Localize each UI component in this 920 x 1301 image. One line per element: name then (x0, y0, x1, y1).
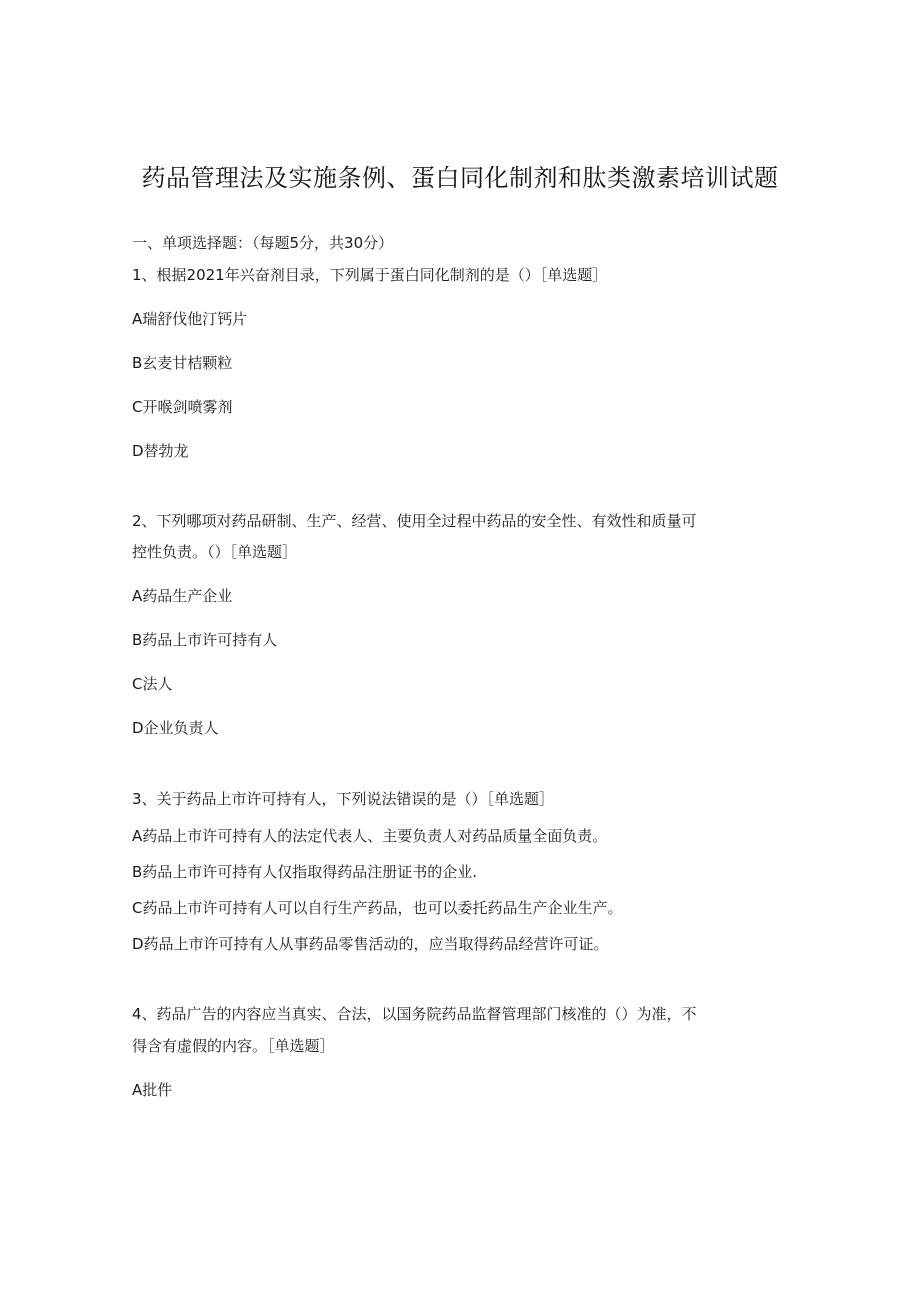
question-1-option-b: B玄麦甘桔颗粒 (132, 354, 233, 372)
question-1-option-c: C开喉剑喷雾剂 (132, 398, 233, 416)
document-title: 药品管理法及实施条例、蛋白同化制剂和肽类激素培训试题 (141, 164, 779, 192)
question-3-option-d: D药品上市许可持有人从事药品零售活动的，应当取得药品经营许可证。 (132, 935, 609, 953)
question-2-option-d: D企业负责人 (132, 719, 219, 737)
question-4-text-line-2: 得含有虚假的内容。［单选题］ (132, 1037, 335, 1055)
question-2-option-a: A药品生产企业 (132, 587, 233, 605)
question-2-option-b: B药品上市许可持有人 (132, 631, 278, 649)
question-4-option-a: A批件 (132, 1081, 173, 1099)
question-3-text: 3、关于药品上市许可持有人，下列说法错误的是（）［单选题］ (132, 790, 555, 808)
question-4-text-line-1: 4、药品广告的内容应当真实、合法，以国务院药品监督管理部门核准的（）为准，不 (132, 1005, 697, 1023)
question-3-option-a: A药品上市许可持有人的法定代表人、主要负责人对药品质量全面负责。 (132, 827, 608, 845)
question-2-text-line-2: 控性负责。（）［单选题］ (132, 543, 298, 561)
question-3-option-b: B药品上市许可持有人仅指取得药品注册证书的企业. (132, 863, 478, 881)
question-3-option-c: C药品上市许可持有人可以自行生产药品，也可以委托药品生产企业生产。 (132, 899, 623, 917)
question-1-option-a: A瑞舒伐他汀钙片 (132, 310, 248, 328)
section-heading: 一、单项选择题：（每题5分，共30分） (132, 234, 394, 252)
question-2-option-c: C法人 (132, 675, 173, 693)
question-1-option-d: D替勃龙 (132, 442, 189, 460)
question-2-text-line-1: 2、下列哪项对药品研制、生产、经营、使用全过程中药品的安全性、有效性和质量可 (132, 512, 697, 530)
question-1-text: 1、根据2021年兴奋剂目录，下列属于蛋白同化制剂的是（）［单选题］ (132, 266, 608, 284)
